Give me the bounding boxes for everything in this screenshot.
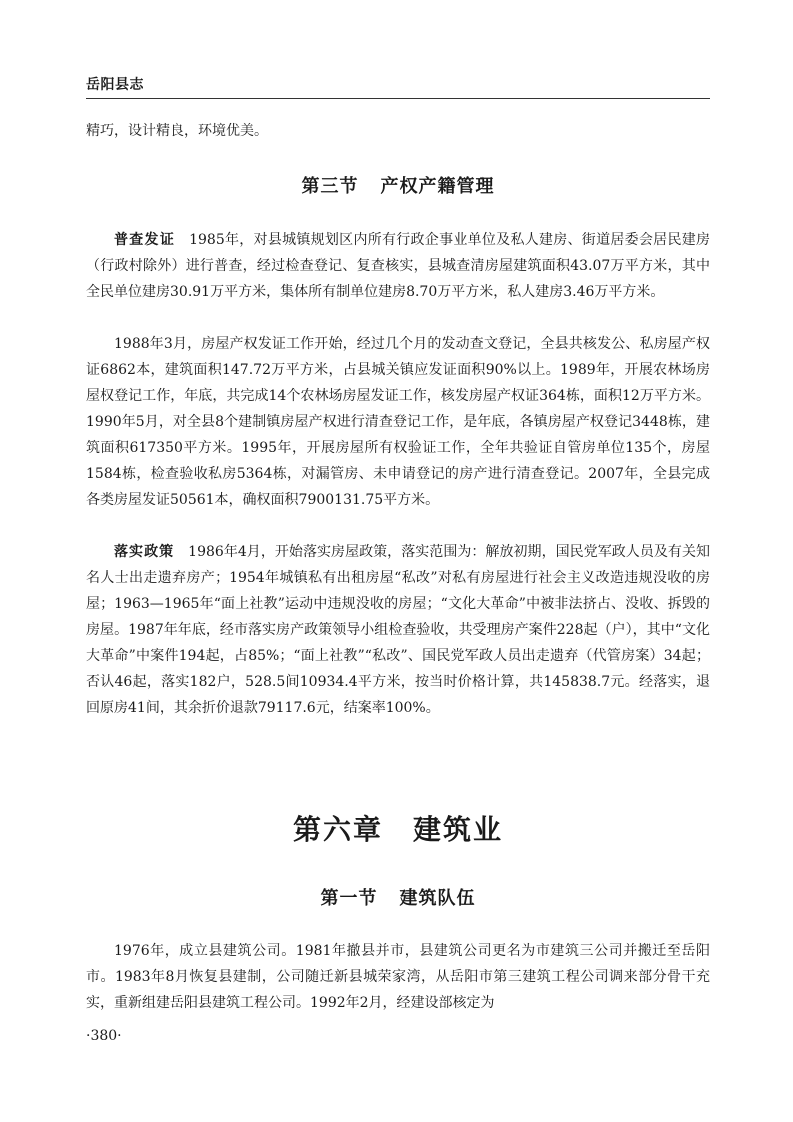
census-paragraph-1-text: 1985年，对县城镇规划区内所有行政企事业单位及私人建房、街道居委会居民建房（行政村除外）进行普查，经过检查登记、复查核实，县城查清房屋建筑面积43.07万平方米，其中全民单位建房30.91万平方米，集体所有制单位建房8.70万平方米，私人建房3.46万平方米。 <box>86 232 710 300</box>
policy-paragraph-1 <box>86 539 710 721</box>
policy-paragraph-1-text: 1986年4月，开始落实房屋政策，落实范围为：解放初期，国民党军政人员及有关知名人士出走遗弃房产；1954年城镇私有出租房屋“私改”对私有房屋进行社会主义改造违规没收的房屋；1963—1965年“面上社教”运动中违规没收的房屋；“文化大革命”中被非法挤占、没收、拆毁的房屋。1987年年底，经市落实房产政策领导小组检查验收，共受理房产案件228起（户），其中“文化大革命”中案件194起，占85%；“面上社教”“私改”、国民党军政人员出走遗弃（代管房案）34起；否认46起，落实182户，528.5间10934.4平方米，按当时价格计算，共145838.7元。经落实，退回原房41间，其余折价退款79117.6元，结案率100%。 <box>86 544 710 716</box>
section-1-paragraph-1: 1976年，成立县建筑公司。1981年撤县并市，县建筑公司更名为市建筑三公司并搬迁至岳阳市。1983年8月恢复县建制，公司随迁新县城荣家湾，从岳阳市第三建筑工程公司调来部分骨干充实，重新组建岳阳县建筑工程公司。1992年2月，经建设部核定为 <box>86 943 710 1011</box>
continuation-paragraph: 精巧，设计精良，环境优美。 <box>86 123 268 139</box>
section-3-number: 第三节 <box>301 176 359 197</box>
chapter-6-heading <box>86 808 710 848</box>
census-paragraph-2: 1988年3月，房屋产权发证工作开始，经过几个月的发动查文登记，全县共核发公、私房屋产权证6862本，建筑面积147.72万平方米，占县城关镇应发证面积90%以上。1989年，开展农林场房屋权登记工作，年底，共完成14个农林场房屋发证工作，核发房屋产权证364栋，面积12万平方米。1990年5月，对全县8个建制镇房屋产权进行清查登记工作，是年底，各镇房屋产权登记3448栋，建筑面积617350平方米。1995年，开展房屋所有权验证工作，全年共验证自管房单位135个，房屋1584栋，检查验收私房5364栋，对漏管房、未申请登记的房产进行清查登记。2007年，全县完成各类房屋发证50561本，确权面积7900131.75平方米。 <box>86 336 710 508</box>
section-1-heading <box>86 884 710 910</box>
census-paragraph-1 <box>86 227 710 305</box>
policy-lead-term: 落实政策 <box>114 544 175 560</box>
chapter-6-title: 建筑业 <box>413 813 504 846</box>
census-lead-term: 普查发证 <box>114 232 176 248</box>
section-1-title: 建筑队伍 <box>399 888 476 909</box>
section-1-number: 第一节 <box>320 888 378 909</box>
page-number: ·380· <box>86 1028 122 1044</box>
header-rule <box>86 98 710 99</box>
running-head-book-title: 岳阳县志 <box>86 77 144 93</box>
chapter-6-number: 第六章 <box>292 813 383 846</box>
section-3-heading <box>86 172 710 198</box>
section-3-title: 产权产籍管理 <box>380 176 495 197</box>
